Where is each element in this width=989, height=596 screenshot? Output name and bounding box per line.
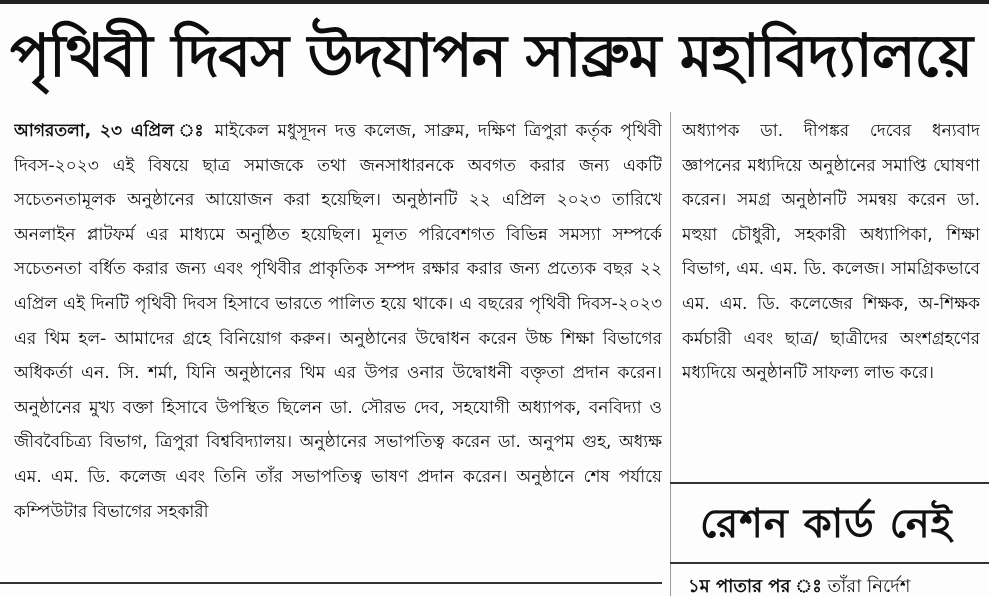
top-rule (0, 0, 989, 4)
article-body-left-column (14, 114, 662, 588)
continued-from-label: ১ম পাতার পর ঃ (688, 576, 822, 596)
column-divider (670, 112, 671, 596)
continued-text: তাঁরা নির্দেশ (827, 576, 911, 596)
article-body-right-text: অধ্যাপক ডা. দীপঙ্কর দেবের ধন্যবাদ জ্ঞাপনের মধ্যদিয়ে অনুষ্ঠানের সমাপ্তি ঘোষণা করেন। সমগ্র অনুষ্ঠানটি সমন্বয় করেন ডা. মহুয়া চৌধুরী, সহকারী অধ্যাপিকা, শিক্ষা বিভাগ, এম. এম. ডি. কলেজ। সামগ্রিকভাবে এম. এম. ডি. কলেজের শিক্ষক, অ-শিক্ষক কর্মচারী এবং ছাত্র/ ছাত্রীদের অংশগ্রহণের মধ্যদিয়ে অনুষ্ঠানটি সাফল্য লাভ করে। (682, 121, 980, 384)
article-body-right-column (682, 114, 980, 476)
next-article-bottom-rule (670, 562, 989, 564)
next-article-top-rule (670, 482, 989, 484)
article-paragraph (14, 114, 662, 529)
next-article-headline: রেশন কার্ড নেই (700, 501, 953, 547)
article-headline: পৃথিবী দিবস উদযাপন সাব্রুম মহাবিদ্যালয়ে (10, 21, 973, 90)
next-article-continued-line (688, 572, 988, 596)
article-dateline: আগরতলা, ২৩ এপ্রিল ঃ (14, 121, 207, 141)
article-body-left-text: মাইকেল মধুসূদন দত্ত কলেজ, সাব্রুম, দক্ষিণ ত্রিপুরা কর্তৃক পৃথিবী দিবস-২০২৩ এই বিষয়ে ছাত্র সমাজকে তথা জনসাধারনকে অবগত করার জন্য একটি সচেতনতামূলক অনুষ্ঠানের আয়োজন করা হয়েছিল। অনুষ্ঠানটি ২২ এপ্রিল ২০২৩ তারিখে অনলাইন প্লাটফর্ম এর মাধ্যমে অনুষ্ঠিত হয়েছিল। মূলত পরিবেশগত বিভিন্ন সমস্যা সম্পর্কে সচেতনতা বর্ধিত করার জন্য এবং পৃথিবীর প্রাকৃতিক সম্পদ রক্ষার করার জন্য প্রত্যেক বছর ২২ এপ্রিল এই দিনটি পৃথিবী দিবস হিসাবে ভারতে পালিত হয়ে থাকে। এ বছরের পৃথিবী দিবস-২০২৩ এর থিম হল- আমাদের গ্রহে বিনিয়োগ করুন। অনুষ্ঠানের উদ্বোধন করেন উচ্চ শিক্ষা বিভাগের অধিকর্তা এন. সি. শর্মা, যিনি অনুষ্ঠানের থিম এর উপর ওনার উদ্বোধনী বক্তৃতা প্রদান করেন। অনুষ্ঠানের মুখ্য বক্তা হিসাবে উপস্থিত ছিলেন ডা. সৌরভ দেব, সহযোগী অধ্যাপক, বনবিদ্যা ও জীববৈচিত্র্য বিভাগ, ত্রিপুরা বিশ্ববিদ্যালয়। অনুষ্ঠানের সভাপতিত্ব করেন ডা. অনুপম গুহ, অধ্যক্ষ এম. এম. ডি. কলেজ এবং তিনি তাঁর সভাপতিত্ব ভাষণ প্রদান করেন। অনুষ্ঠানে শেষ পর্যায়ে কম্পিউটার বিভাগের সহকারী (14, 121, 662, 522)
bottom-rule (0, 582, 662, 584)
